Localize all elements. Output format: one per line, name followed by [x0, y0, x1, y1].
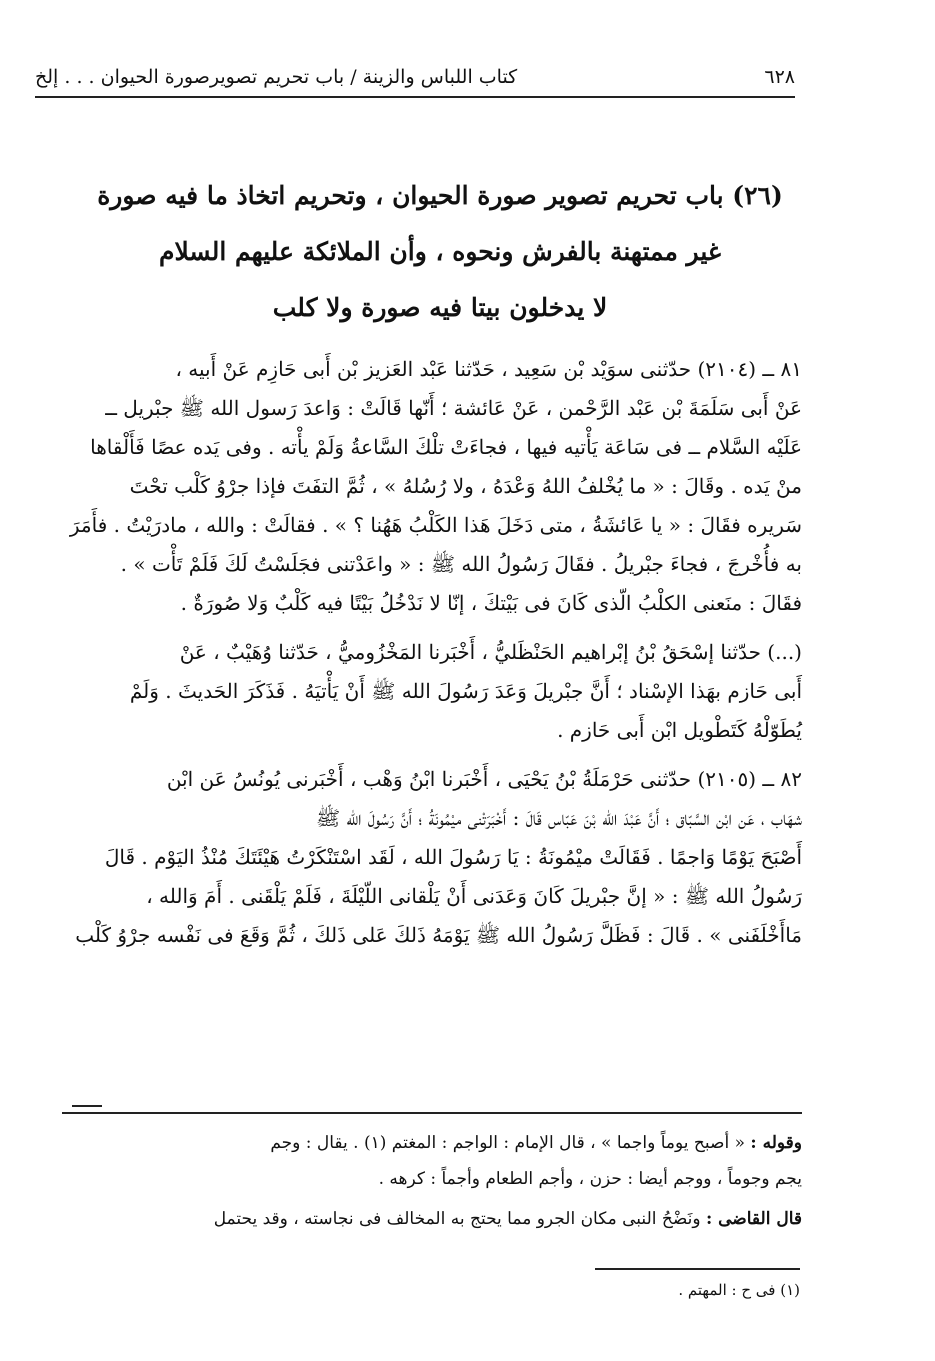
commentary-qadi — [62, 1201, 802, 1237]
text-line: ٨١ ــ (٢١٠٤) حدّثنى سوَيْد بْن سَعِيد ، حَدّثنا عَبْد العَزيز بْن أَبى حَازِم عَنْ أَبيه ، — [175, 357, 802, 381]
hadith-81 — [62, 350, 802, 623]
commentary-text: ونَضْحُ النبى مكان الجرو مما يحتج به المخالف فى نجاسته ، وقد يحتمل — [213, 1209, 701, 1229]
running-title: كتاب اللباس والزينة / باب تحريم تصويرصورة الحيوان . . . إلخ — [35, 66, 518, 88]
footnote-rule — [595, 1268, 800, 1270]
text-line: أَصْبَحَ يَوْمًا وَاجمًا . فَقَالَتْ ميْمُونَةُ : يَا رَسُولَ الله ، لَقَد اسْتَنْكَرْتُ هَيْئَتَكَ مُنْذُ اليَوْم . قَالَ — [104, 845, 802, 869]
chapter-title-line: غير ممتهنة بالفرش ونحوه ، وأن الملائكة عليهم السلام — [159, 237, 721, 266]
chapter-title-line: (٢٦) باب تحريم تصوير صورة الحيوان ، وتحريم اتخاذ ما فيه صورة — [97, 181, 783, 210]
hadith-chain — [62, 633, 802, 750]
text-line: عَنْ أَبى سَلَمَةَ بْن عَبْد الرَّحْمن ، عَنْ عَائشة ؛ أَنّها قَالَتْ : وَاعدَ رَسول الله ﷺ جبْريل ــ — [105, 396, 802, 420]
text-line: (...) حدّثنا إسْحَقُ بْنُ إبْراهيم الحَنْظَليُّ ، أَخْبَرنا المَخْزُوميُّ ، حَدّثنا وُهَيْبٌ ، عَنْ — [179, 640, 802, 664]
text-line: يُطَوّلْهُ كَتَطْويل ابْن أَبى حَازم . — [557, 718, 802, 742]
text-line: سَريره فقَالَ : « يا عَائشَةُ ، متى دَخَلَ هَذا الكَلْبُ هَهُنا ؟ » . فقالَتْ : والله ، مادرَيْتُ . فأَمَرَ — [69, 513, 802, 537]
commentary-text: « أصبح يوماً واجما » ، قال الإمام : الواجم : المغتم (١) . يقال : وجم — [270, 1133, 745, 1153]
text-line: مَاأَخْلَفَنى » . قَالَ : فَظَلَّ رَسُولُ الله ﷺ يَوْمَهُ ذَلكَ عَلى ذَلكَ ، ثُمَّ وَقَعَ فى نَفْسه جرْوُ كَلْب — [75, 923, 802, 947]
commentary-line — [62, 1201, 802, 1237]
continuation-mark — [72, 1105, 102, 1107]
commentary-label: قال القاضى : — [705, 1209, 802, 1229]
commentary-line: يجم وجوماً ، ووجم أيضا : حزن ، وأجم الطعام وأجماً : كرهه . — [378, 1169, 802, 1189]
text-line: رَسُولُ الله ﷺ : « إنَّ جبْريلَ كَانَ وَعَدَنى أَنْ يَلْقانى اللّيْلَةَ ، فَلَمْ يَلْقَنى . أَمَ وَالله ، — [146, 884, 802, 908]
text-line: ٨٢ ــ (٢١٠٥) حدّثنى حَرْمَلَةُ بْنُ يَحْيَى ، أَخْبَرنا ابْنُ وَهْب ، أَخْبَرنى يُونُسُ عَن ابْن — [166, 767, 802, 791]
page-header — [35, 60, 795, 94]
commentary-line — [62, 1125, 802, 1161]
text-line: أَبى حَازم بهَذا الإسْناد ؛ أَنَّ جبْريلَ وَعَدَ رَسُولَ الله ﷺ أَنْ يَأْتيَهُ . فَذَكَرَ الحَديثَ . وَلَمْ — [129, 679, 802, 703]
chapter-title — [90, 168, 790, 336]
commentary-imam — [62, 1125, 802, 1197]
page-number: ٦٢٨ — [764, 66, 795, 88]
commentary-rule — [62, 1112, 802, 1114]
footnote: (١) فى ح : المهتم . — [678, 1281, 800, 1299]
text-line: منْ يَده . وقَالَ : « ما يُخْلفُ اللهُ وَعْدَهُ ، ولا رُسُلهُ » ، ثُمَّ التفَتَ فإذا جرْوُ كَلْب تحْتَ — [129, 474, 802, 498]
text-line: شهَاب ، عَن ابْن السَّبّاق ؛ أَنَّ عَبْدَ الله بْنَ عَبّاس قَالَ : أَخْبَرَتْنى ميْمُونَةُ ؛ أَنَّ رَسُولَ الله ﷺ — [315, 806, 802, 830]
chapter-title-line: لا يدخلون بيتا فيه صورة ولا كلب — [272, 293, 608, 322]
hadith-82 — [62, 760, 802, 955]
hadith-text — [62, 350, 802, 965]
commentary-label: وقوله : — [750, 1133, 802, 1153]
text-line: عَلَيْه السَّلام ــ فى سَاعَة يَأْتيه فيها ، فجاءَتْ تلْكَ السَّاعةُ وَلَمْ يأْته . وفى يَده عصًا فَأَلْقاها — [90, 435, 802, 459]
text-line: فقَالَ : منَعنى الكلْبُ الّذى كَانَ فى بَيْتكَ ، إنّا لا نَدْخُلُ بَيْتًا فيه كَلْبٌ وَلا صُورَةٌ . — [180, 591, 802, 615]
text-line: به فأُخْرجَ ، فجاءَ جبْريلُ . فقَالَ رَسُولُ الله ﷺ : « واعَدْتنى فجَلَسْتُ لَكَ فَلَمْ تَأْت » . — [120, 552, 802, 576]
header-rule — [35, 96, 795, 98]
commentary — [62, 1125, 802, 1241]
